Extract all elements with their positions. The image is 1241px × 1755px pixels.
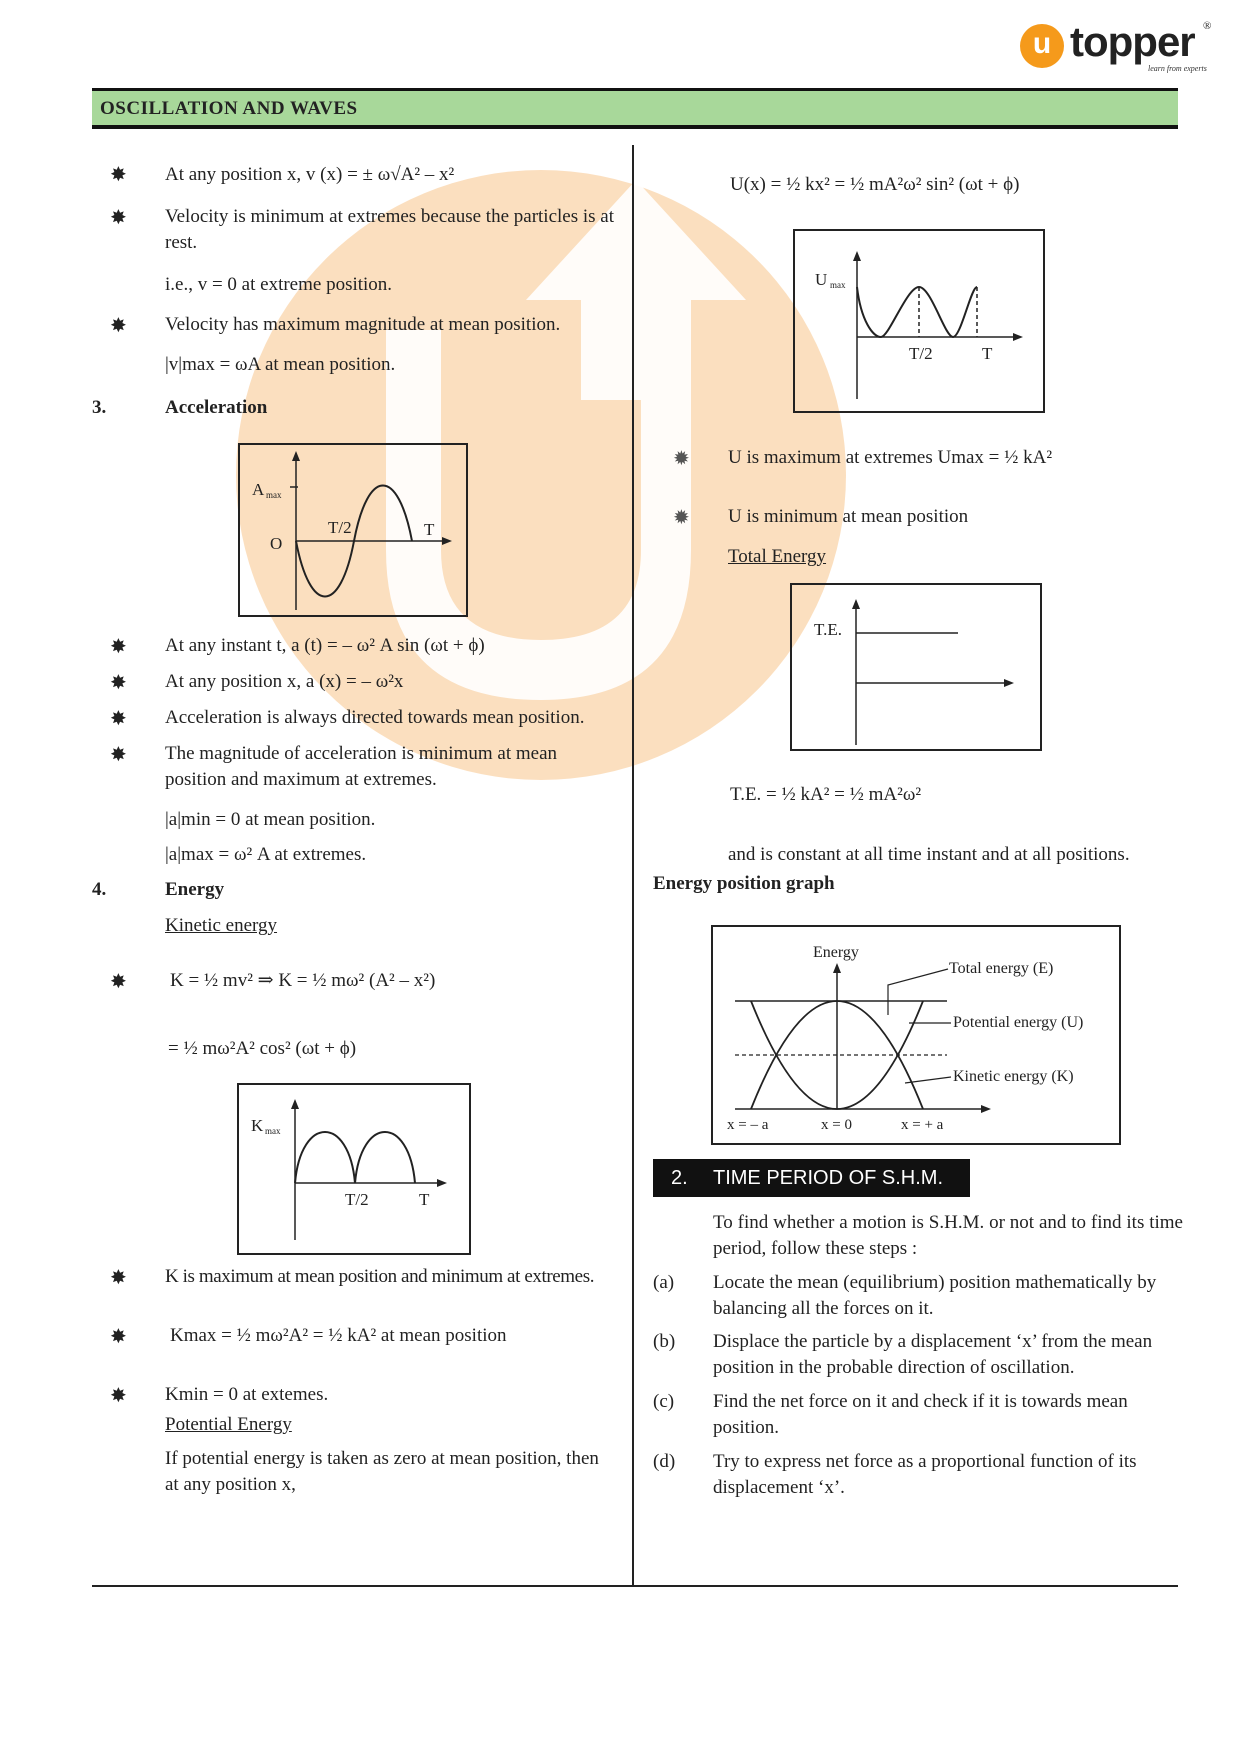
section-3-title: Acceleration [165,397,268,418]
total-energy-graph [790,583,1042,751]
bullet: ✸ [110,1267,127,1289]
acceleration-max-equation: |a|max = ω² A at extremes. [165,844,367,865]
k-max-equation: Kmax = ½ mω²A² = ½ kA² at mean position [170,1325,507,1346]
header-band [92,88,1178,129]
potential-energy-label: Potential energy (U) [953,1014,1084,1031]
bullet: ✹ [673,507,690,529]
bullet: ✸ [110,744,127,766]
step-c-label: (c) [653,1391,675,1412]
section-2-title: TIME PERIOD OF S.H.M. [713,1167,944,1189]
bullet: ✸ [110,636,127,658]
bullet: ✸ [110,315,127,337]
section-4-title: Energy [165,879,225,900]
step-b-text: Displace the particle by a displacement ‘x’ from the mean position in the probable direction of oscillation. [713,1331,1153,1378]
total-energy-label: Total energy (E) [949,960,1054,977]
amax-sub: max [266,490,282,500]
registered-mark: ® [1203,20,1212,32]
k-min-equation: Kmin = 0 at extemes. [165,1384,329,1405]
total-energy-graph-svg [792,585,1040,749]
brand-logo [1020,20,1220,80]
potential-energy-equation: U(x) = ½ kx² = ½ mA²ω² sin² (ωt + ϕ) [730,174,1020,195]
potential-energy-graph [793,229,1045,413]
total-energy-heading: Total Energy [728,546,827,567]
column-divider [632,145,634,1585]
u-maximum-text: U is maximum at extremes Umax = ½ kA² [728,447,1053,468]
acceleration-min-equation: |a|min = 0 at mean position. [165,809,376,830]
kinetic-energy-heading: Kinetic energy [165,915,278,936]
section-2-number: 2. [671,1167,688,1189]
brand-tagline: learn from experts [1148,64,1207,73]
potential-energy-graph-svg [795,231,1043,411]
acceleration-graph-svg [240,445,466,615]
bullet: ✸ [110,207,127,229]
energy-position-graph-svg [713,927,1119,1143]
bullet: ✸ [110,708,127,730]
total-energy-constant-text: and is constant at all time instant and at all positions. [728,844,1130,865]
section-3-number: 3. [92,397,107,418]
kinetic-energy-equation-2: = ½ mω²A² cos² (ωt + ϕ) [168,1038,357,1059]
x-pos-label: x = + a [901,1117,944,1133]
kinetic-energy-graph-svg [239,1085,469,1253]
umax-label: U [815,270,828,289]
kinetic-energy-graph [237,1083,471,1255]
footer-rule [92,1585,1178,1587]
page-title: OSCILLATION AND WAVES [100,98,358,119]
x-zero-label: x = 0 [821,1117,852,1133]
step-a-text: Locate the mean (equilibrium) position mathematically by balancing all the forces on it. [713,1272,1157,1319]
amax-label: A [252,480,265,499]
velocity-minimum-text: Velocity is minimum at extremes because the particles is at rest. [165,206,615,253]
energy-position-graph-title: Energy position graph [653,873,835,894]
step-d-text: Try to express net force as a proportional function of its displacement ‘x’. [713,1451,1137,1498]
step-c-text: Find the net force on it and check if it is towards mean position. [713,1391,1128,1438]
bullet: ✸ [110,1326,127,1348]
bullet: ✸ [110,164,127,186]
kinetic-energy-equation-1: K = ½ mv² ⇒ K = ½ mω² (A² – x²) [170,970,436,991]
total-energy-equation: T.E. = ½ kA² = ½ mA²ω² [730,784,922,805]
section-2-heading [653,1159,970,1197]
energy-position-graph [711,925,1121,1145]
logo-circle [1020,24,1064,68]
x-neg-label: x = – a [727,1117,769,1133]
kmax-label: K [251,1116,264,1135]
bullet: ✸ [110,672,127,694]
velocity-position-text: At any position x, v (x) = ± ω√A² – x² [165,164,455,185]
velocity-ie-text: i.e., v = 0 at extreme position. [165,274,393,295]
velocity-maximum-equation: |v|max = ωA at mean position. [165,354,396,375]
period-label: T [982,344,993,363]
logo-letter: u [1032,27,1052,60]
acceleration-time-text: At any instant t, a (t) = – ω² A sin (ωt + ϕ) [165,635,485,656]
brand-name: topper [1070,18,1195,65]
acceleration-direction-text: Acceleration is always directed towards mean position. [165,707,585,728]
acceleration-position-text: At any position x, a (x) = – ω²x [165,671,404,692]
step-a-label: (a) [653,1272,675,1293]
acceleration-graph [238,443,468,617]
kinetic-energy-label: Kinetic energy (K) [953,1068,1074,1085]
step-b-label: (b) [653,1331,676,1352]
bullet: ✸ [110,971,127,993]
umax-sub: max [830,280,846,290]
section-4-number: 4. [92,879,107,900]
bullet: ✸ [110,1385,127,1407]
bullet: ✹ [673,448,690,470]
origin-label: O [270,534,283,553]
acceleration-magnitude-text: The magnitude of acceleration is minimum at mean position and maximum at extremes. [165,743,558,790]
potential-energy-heading: Potential Energy [165,1414,292,1435]
period-label: T [424,520,435,539]
half-period-label: T/2 [345,1190,369,1209]
half-period-label: T/2 [909,344,933,363]
u-minimum-text: U is minimum at mean position [728,506,969,527]
te-label: T.E. [814,620,843,639]
period-label: T [419,1190,430,1209]
kmax-sub: max [265,1126,281,1136]
velocity-maximum-text: Velocity has maximum magnitude at mean position. [165,314,561,335]
half-period-label: T/2 [328,518,352,537]
step-d-label: (d) [653,1451,676,1472]
time-period-intro: To find whether a motion is S.H.M. or not and to find its time period, follow these steps : [713,1212,1183,1259]
energy-axis-label: Energy [813,944,859,961]
k-max-min-text: K is maximum at mean position and minimum at extremes. [165,1266,595,1287]
potential-energy-text: If potential energy is taken as zero at mean position, then at any position x, [165,1448,599,1495]
